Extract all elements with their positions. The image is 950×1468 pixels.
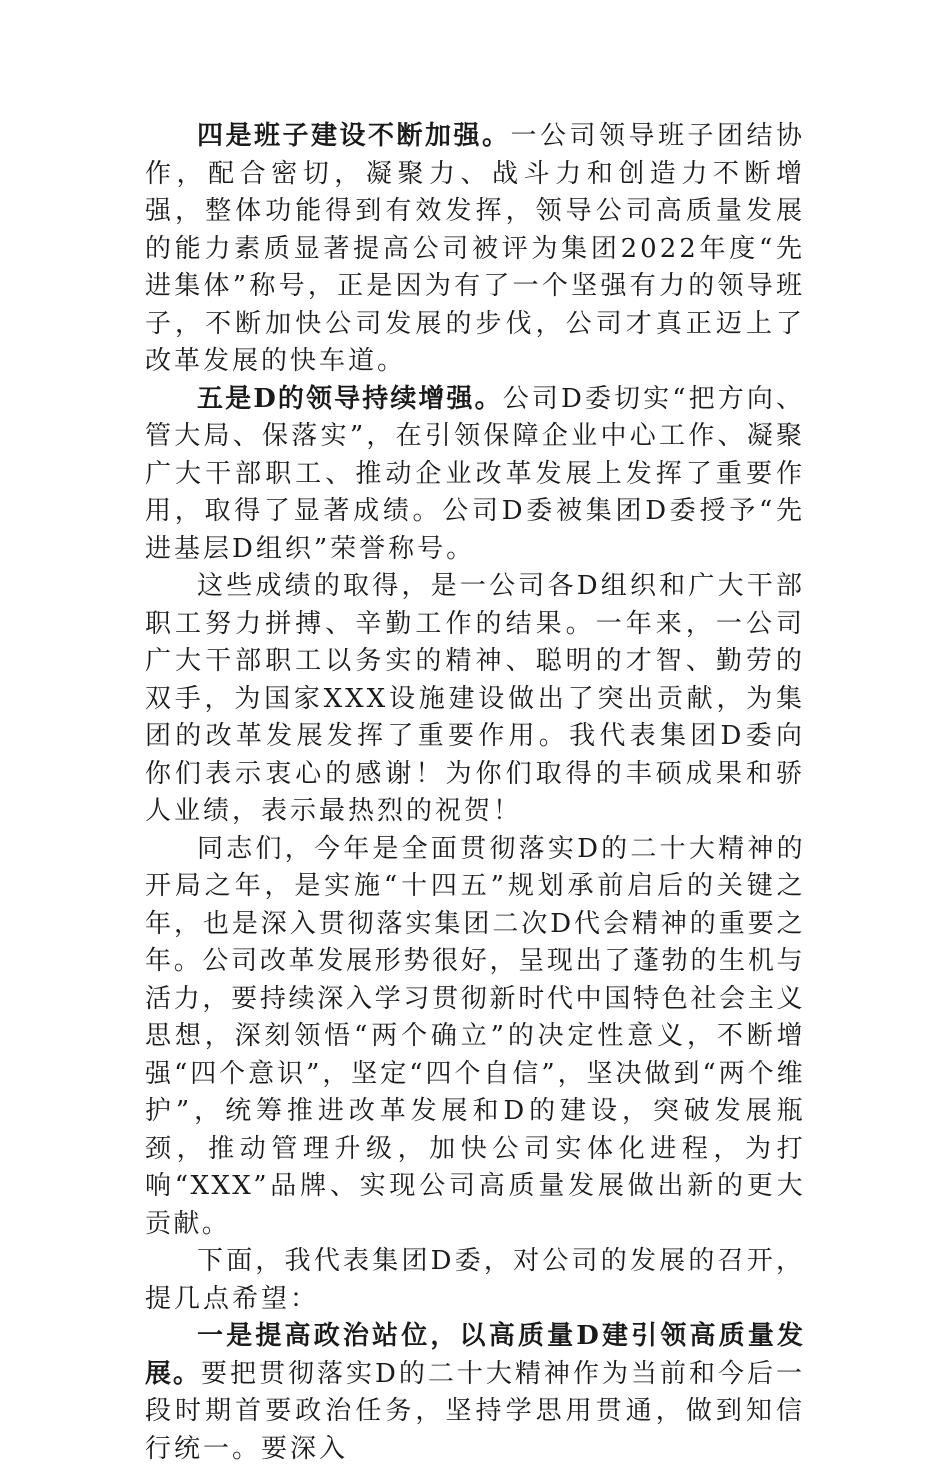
paragraph-text: 下面，我代表集团D委，对公司的发展的召开，提几点希望： <box>145 1246 805 1314</box>
paragraph-leadership <box>145 381 805 569</box>
paragraph-achievements <box>145 568 805 831</box>
paragraph-hopes-intro <box>145 1243 805 1318</box>
paragraph-lead: 五是D的领导持续增强。 <box>197 383 503 414</box>
paragraph-text: 公司D委切实“把方向、管大局、保落实”，在引领保障企业中心工作、凝聚广大干部职工、推动企业改革发展上发挥了重要作用，取得了显著成绩。公司D委被集团D委授予“先进基层D组织”荣誉称号。 <box>145 383 805 564</box>
document-body <box>145 118 805 1468</box>
paragraph-team-building <box>145 118 805 381</box>
paragraph-text: 要把贯彻落实D的二十大精神作为当前和今后一段时期首要政治任务，坚持学思用贯通，做到知信行统一。要深入 <box>145 1358 805 1464</box>
paragraph-text: 这些成绩的取得，是一公司各D组织和广大干部职工努力拼搏、辛勤工作的结果。一年来，一公司广大干部职工以务实的精神、聪明的才智、勤劳的双手，为国家XXX设施建设做出了突出贡献，为集团的改革发展发挥了重要作用。我代表集团D委向你们表示衷心的感谢！为你们取得的丰硕成果和骄人业绩，表示最热烈的祝贺！ <box>145 571 805 826</box>
paragraph-text: 一公司领导班子团结协作，配合密切，凝聚力、战斗力和创造力不断增强，整体功能得到有效发挥，领导公司高质量发展的能力素质显著提高公司被评为集团2022年度“先进集体”称号，正是因为有了一个坚强有力的领导班子，不断加快公司发展的步伐，公司才真正迈上了改革发展的快车道。 <box>145 121 805 376</box>
paragraph-comrades <box>145 831 805 1244</box>
paragraph-lead: 一是提高政治站位，以高质量D建引领高质量发展。 <box>145 1321 805 1389</box>
paragraph-political-stance <box>145 1318 805 1468</box>
paragraph-text: 同志们，今年是全面贯彻落实D的二十大精神的开局之年，是实施“十四五”规划承前启后的关键之年，也是深入贯彻落实集团二次D代会精神的重要之年。公司改革发展形势很好，呈现出了蓬勃的生机与活力，要持续深入学习贯彻新时代中国特色社会主义思想，深刻领悟“两个确立”的决定性意义，不断增强“四个意识”，坚定“四个自信”，坚决做到“两个维护”，统筹推进改革发展和D的建设，突破发展瓶颈，推动管理升级，加快公司实体化进程，为打响“XXX”品牌、实现公司高质量发展做出新的更大贡献。 <box>145 833 805 1239</box>
paragraph-lead: 四是班子建设不断加强。 <box>197 121 511 151</box>
